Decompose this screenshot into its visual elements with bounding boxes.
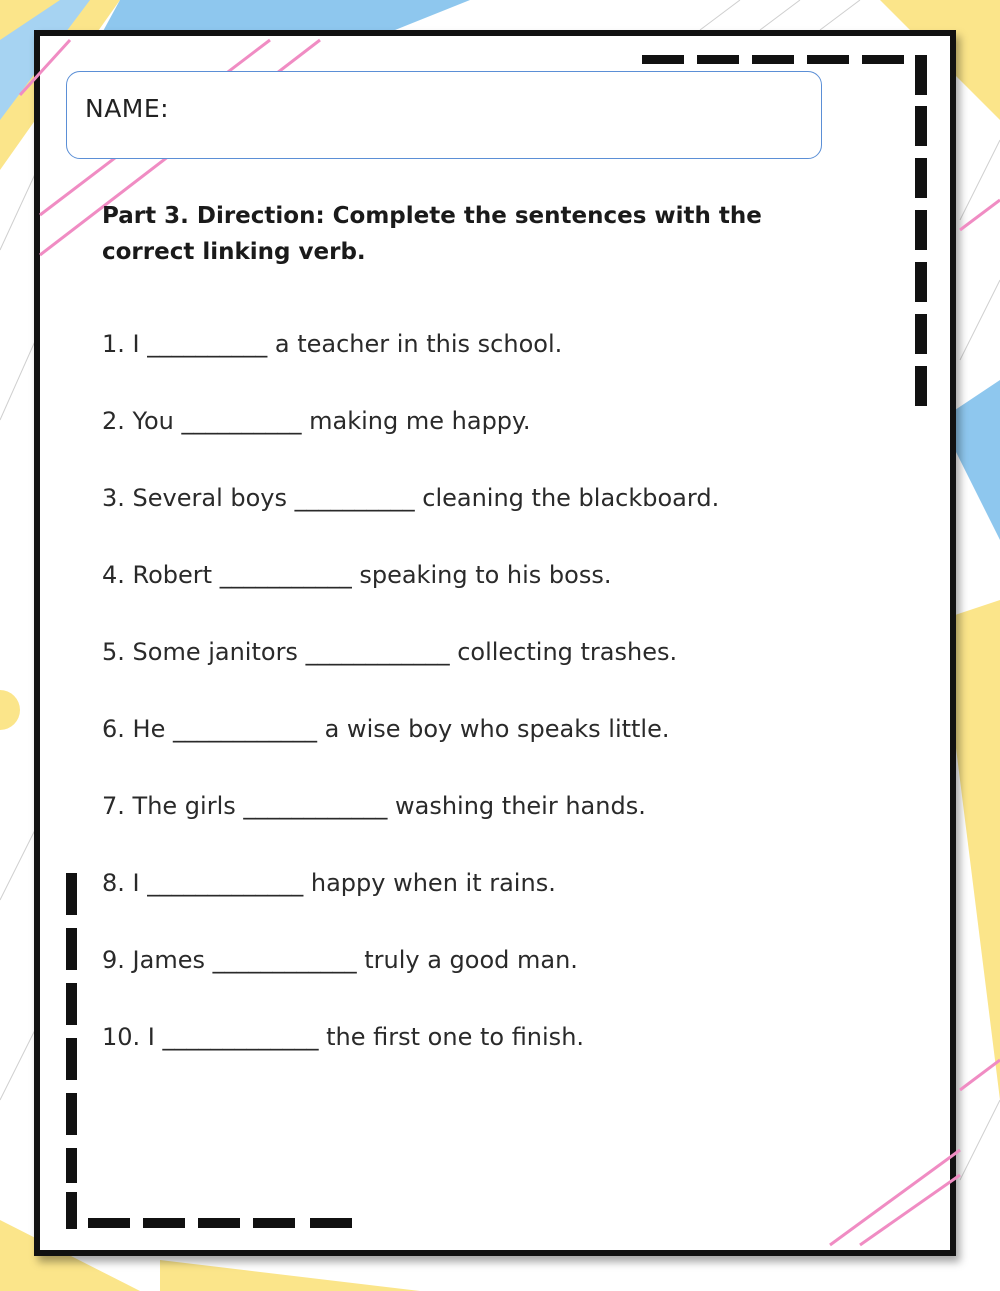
question-4: 4. Robert ___________ speaking to his boss. <box>102 561 612 589</box>
question-7: 7. The girls ____________ washing their hands. <box>102 792 646 820</box>
question-1: 1. I __________ a teacher in this school. <box>102 330 563 358</box>
question-3: 3. Several boys __________ cleaning the blackboard. <box>102 484 720 512</box>
question-5: 5. Some janitors ____________ collecting trashes. <box>102 638 678 666</box>
name-label: NAME: <box>85 94 170 123</box>
question-9: 9. James ____________ truly a good man. <box>102 946 578 974</box>
question-10: 10. I _____________ the first one to finish. <box>102 1023 585 1051</box>
question-8: 8. I _____________ happy when it rains. <box>102 869 556 897</box>
question-6: 6. He ____________ a wise boy who speaks little. <box>102 715 670 743</box>
name-field[interactable] <box>66 71 822 159</box>
instructions-heading: Part 3. Direction: Complete the sentences with the correct linking verb. <box>102 203 762 265</box>
question-2: 2. You __________ making me happy. <box>102 407 531 435</box>
